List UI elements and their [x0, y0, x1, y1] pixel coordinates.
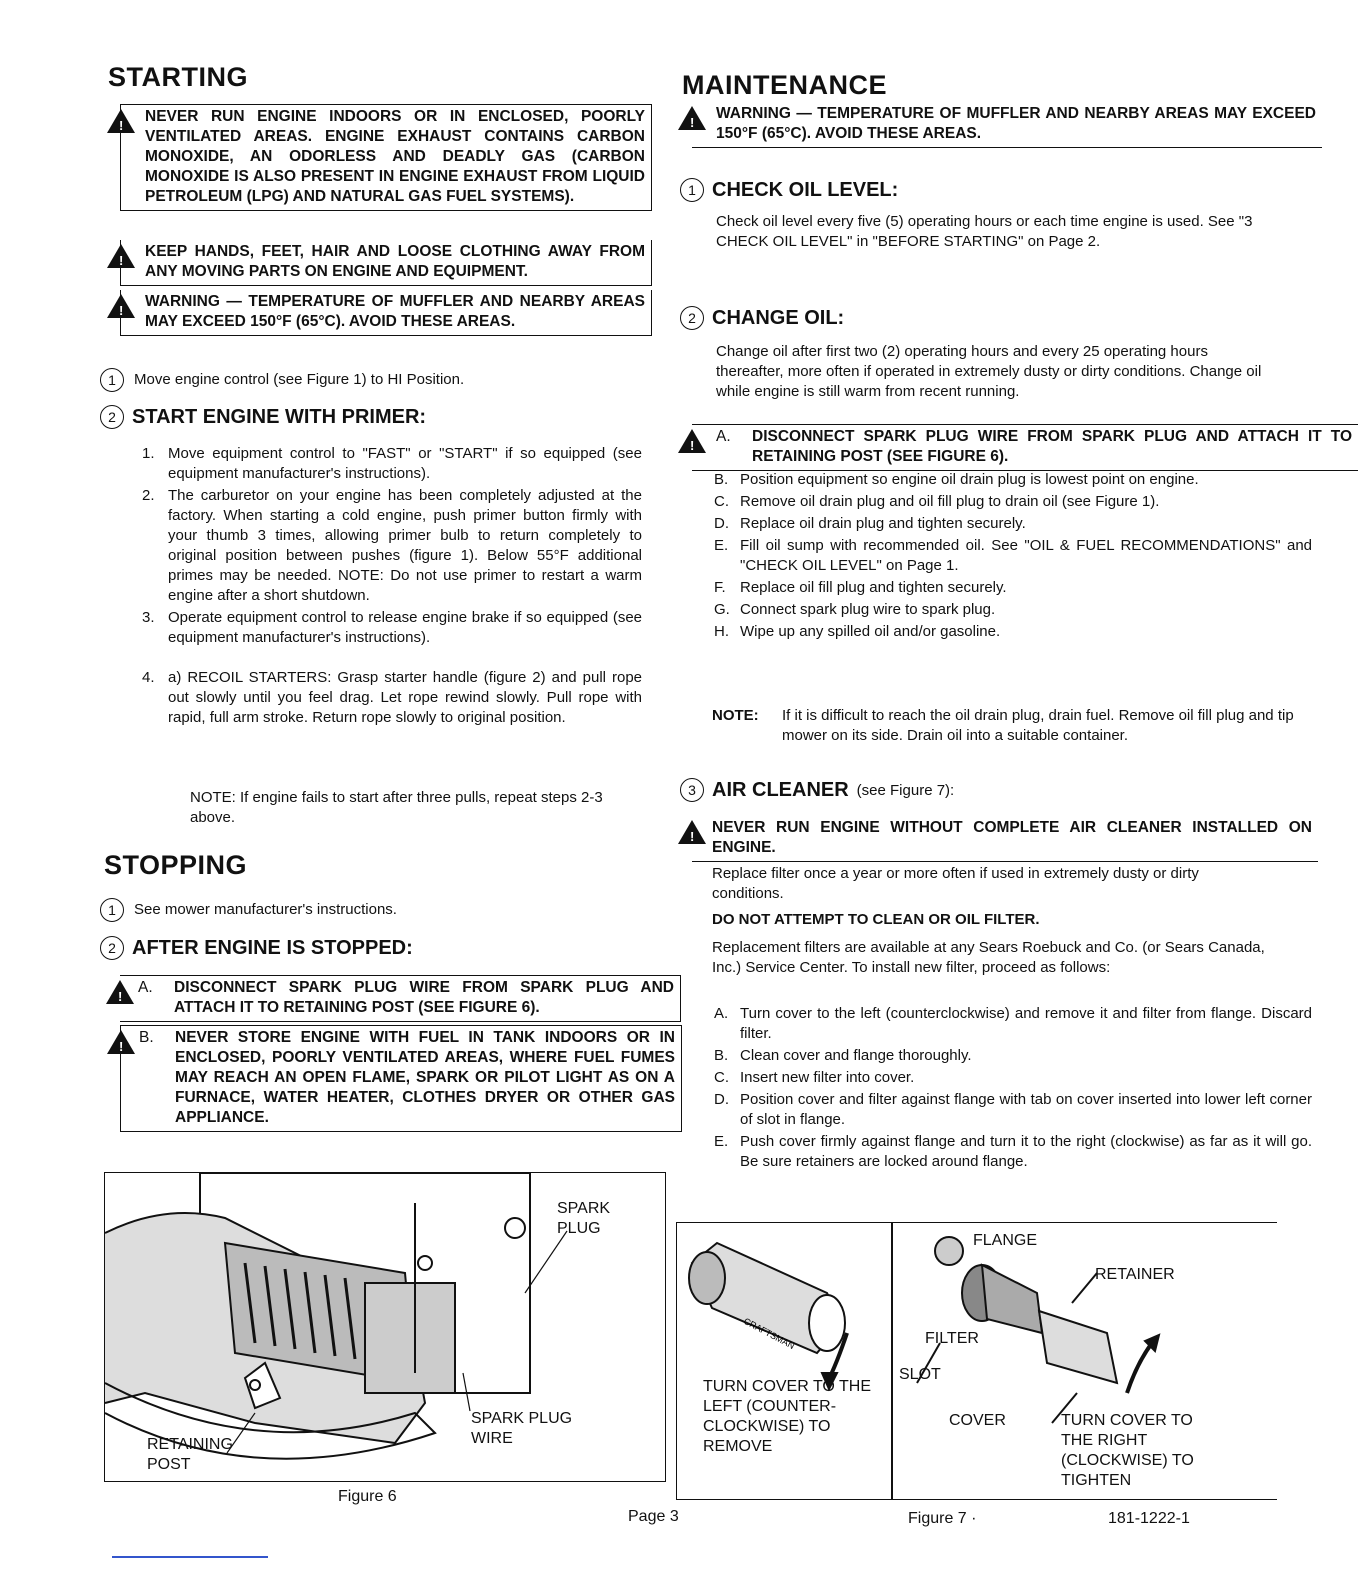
list-item: D. Position cover and filter against flange with tab on cover inserted into lower left corner of slot in flange. — [714, 1091, 1312, 1128]
label-retaining-post: RETAINING POST — [147, 1436, 233, 1473]
step-number: 1 — [680, 178, 704, 202]
stopping-title: STOPPING — [104, 850, 248, 880]
air-cleaner-text: Replace filter once a year or more often if used in extremely dusty or dirty conditions. — [712, 865, 1199, 902]
craftsman-brand-text: CRAFTSMAN — [742, 1315, 797, 1352]
warning-icon: ! — [107, 244, 135, 268]
start-with-primer-heading: 2 START ENGINE WITH PRIMER: — [100, 405, 426, 429]
air-cleaner-text-2: Replacement filters are available at any Sears Roebuck and Co. (or Sears Canada, Inc.) Service Center. To install new filter, proceed as follows: — [712, 939, 1265, 976]
list-item: E. Push cover firmly against flange and turn it to the right (clockwise) as far as it will go. Be sure retainers are locked around flange. — [714, 1133, 1312, 1170]
warning-icon: ! — [106, 980, 134, 1004]
warning-icon: ! — [107, 294, 135, 318]
label-turn-left: TURN COVER TO THE LEFT (COUNTER-CLOCKWISE) TO REMOVE — [703, 1378, 872, 1455]
warning-muffler-right: ! WARNING — TEMPERATURE OF MUFFLER AND NEARBY AREAS MAY EXCEED 150°F (65°C). AVOID THESE AREAS. — [692, 102, 1322, 148]
step-number: 2 — [100, 936, 124, 960]
list-item: 4. a) RECOIL STARTERS: Grasp starter handle (figure 2) and pull rope out slowly until you feel drag. Let rope rewind slowly. Pull rope with rapid, full arm stroke. Return rope slowly to original position. — [142, 669, 642, 726]
list-item: 2. The carburetor on your engine has been completely adjusted at the factory. When starting a cold engine, push primer button firmly with your thumb 3 times, allowing primer bulb to return completely to original position between pushes (figure 1). Below 55°F additional primes may be needed. NOTE: Do not use primer to restart a warm engine after a short shutdown. — [142, 487, 642, 604]
footer-rule — [112, 1556, 268, 1558]
step-engine-control: 1 Move engine control (see Figure 1) to HI Position. — [100, 368, 464, 392]
maintenance-title: MAINTENANCE — [682, 70, 887, 100]
warning-disconnect-plug: ! A. DISCONNECT SPARK PLUG WIRE FROM SPARK PLUG AND ATTACH IT TO RETAINING POST (SEE FIGURE 6). — [120, 975, 681, 1022]
page-number: Page 3 — [628, 1508, 679, 1525]
list-item: B. Position equipment so engine oil drain plug is lowest point on engine. — [714, 471, 1199, 488]
change-oil-steps — [712, 470, 1312, 644]
change-oil-heading: 2 CHANGE OIL: — [680, 306, 844, 330]
list-item: A. Turn cover to the left (counterclockwise) and remove it and filter from flange. Discard filter. — [714, 1005, 1312, 1042]
warning-moving-parts: ! KEEP HANDS, FEET, HAIR AND LOOSE CLOTHING AWAY FROM ANY MOVING PARTS ON ENGINE AND EQUIPMENT. — [120, 240, 652, 286]
list-item: C. Remove oil drain plug and oil fill plug to drain oil (see Figure 1). — [714, 493, 1160, 510]
air-cleaner-heading: 3 AIR CLEANER (see Figure 7): — [680, 778, 954, 802]
list-item: B. Clean cover and flange thoroughly. — [714, 1047, 972, 1064]
primer-steps-list — [140, 444, 642, 730]
label-cover: COVER — [949, 1412, 1006, 1429]
right-column — [676, 0, 1352, 1584]
list-item: H. Wipe up any spilled oil and/or gasoline. — [714, 623, 1001, 640]
label-flange: FLANGE — [973, 1232, 1038, 1249]
check-oil-text: Check oil level every five (5) operating hours or each time engine is used. See "3 CHECK OIL LEVEL" in "BEFORE STARTING" on Page 2. — [716, 213, 1253, 250]
warning-icon: ! — [107, 109, 135, 133]
warning-icon: ! — [107, 1030, 135, 1054]
change-oil-text: Change oil after first two (2) operating hours and every 25 operating hours thereafter, more often if operated in extremely dusty or dirty conditions. Change oil while engine is still warm from recent running. — [716, 343, 1262, 400]
label-turn-right: TURN COVER TO THE RIGHT (CLOCKWISE) TO TIGHTEN — [1061, 1412, 1194, 1489]
stop-step-1: 1 See mower manufacturer's instructions. — [100, 898, 397, 922]
list-item: F. Replace oil fill plug and tighten securely. — [714, 579, 1007, 596]
air-cleaner-steps — [712, 1004, 1312, 1174]
warning-icon: ! — [678, 820, 706, 844]
figure-6-caption: Figure 6 — [338, 1488, 397, 1505]
after-stopped-heading: 2 AFTER ENGINE IS STOPPED: — [100, 936, 413, 960]
document-number: 181-1222-1 — [1108, 1510, 1190, 1527]
label-spark-plug-wire: SPARK PLUG WIRE — [471, 1410, 573, 1447]
warning-air-cleaner: ! NEVER RUN ENGINE WITHOUT COMPLETE AIR CLEANER INSTALLED ON ENGINE. — [692, 816, 1318, 862]
change-oil-note: NOTE: If it is difficult to reach the oil drain plug, drain fuel. Remove oil fill plug and tip mower on its side. Drain oil into a suitable container. — [712, 707, 1294, 744]
warning-icon: ! — [678, 106, 706, 130]
starting-title: STARTING — [108, 62, 248, 92]
warning-disconnect-plug-right: ! A. DISCONNECT SPARK PLUG WIRE FROM SPARK PLUG AND ATTACH IT TO RETAINING POST (SEE FIGURE 6). — [692, 424, 1358, 471]
step-number: 1 — [100, 368, 124, 392]
list-item: 1. Move equipment control to "FAST" or "START" if so equipped (see equipment manufacturer's instructions). — [142, 445, 642, 482]
warning-icon: ! — [678, 429, 706, 453]
check-oil-heading: 1 CHECK OIL LEVEL: — [680, 178, 898, 202]
warning-exhaust: ! NEVER RUN ENGINE INDOORS OR IN ENCLOSED, POORLY VENTILATED AREAS. ENGINE EXHAUST CONTAINS CARBON MONOXIDE, AN ODORLESS AND DEADLY GAS (CARBON MONOXIDE IS ALSO PRESENT IN ENGINE EXHAUST FROM LIQUID PETROLEUM (LPG) AND NATURAL GAS FUEL SYSTEMS). — [120, 104, 652, 211]
warning-store-engine: ! B. NEVER STORE ENGINE WITH FUEL IN TANK INDOORS OR IN ENCLOSED, POORLY VENTILATED AREAS, WHERE FUEL FUMES MAY REACH AN OPEN FLAME, SPARK OR PILOT LIGHT AS ON A FURNACE, WATER HEATER, CLOTHES DRYER OR OTHER GAS APPLIANCE. — [120, 1025, 682, 1132]
air-cleaner-warning-text: DO NOT ATTEMPT TO CLEAN OR OIL FILTER. — [712, 911, 1040, 928]
label-retainer: RETAINER — [1095, 1266, 1175, 1283]
step-number: 2 — [100, 405, 124, 429]
figure-6 — [104, 1172, 666, 1482]
step-number: 2 — [680, 306, 704, 330]
step-number: 3 — [680, 778, 704, 802]
list-item: E. Fill oil sump with recommended oil. See "OIL & FUEL RECOMMENDATIONS" and "CHECK OIL LEVEL" on Page 1. — [714, 537, 1312, 574]
recoil-note: NOTE: If engine fails to start after three pulls, repeat steps 2-3 above. — [190, 789, 603, 826]
list-item: 3. Operate equipment control to release engine brake if so equipped (see equipment manufacturer's instructions). — [142, 609, 642, 646]
step-number: 1 — [100, 898, 124, 922]
list-item: D. Replace oil drain plug and tighten securely. — [714, 515, 1026, 532]
list-item: G. Connect spark plug wire to spark plug. — [714, 601, 996, 618]
warning-muffler: ! WARNING — TEMPERATURE OF MUFFLER AND NEARBY AREAS MAY EXCEED 150°F (65°C). AVOID THESE AREAS. — [120, 290, 652, 336]
figure-7 — [676, 1222, 1277, 1500]
label-spark-plug: SPARK PLUG — [557, 1200, 611, 1237]
label-slot: SLOT — [899, 1366, 941, 1383]
list-item: C. Insert new filter into cover. — [714, 1069, 915, 1086]
figure-7-caption: Figure 7 · — [908, 1510, 977, 1527]
label-filter: FILTER — [925, 1330, 979, 1347]
